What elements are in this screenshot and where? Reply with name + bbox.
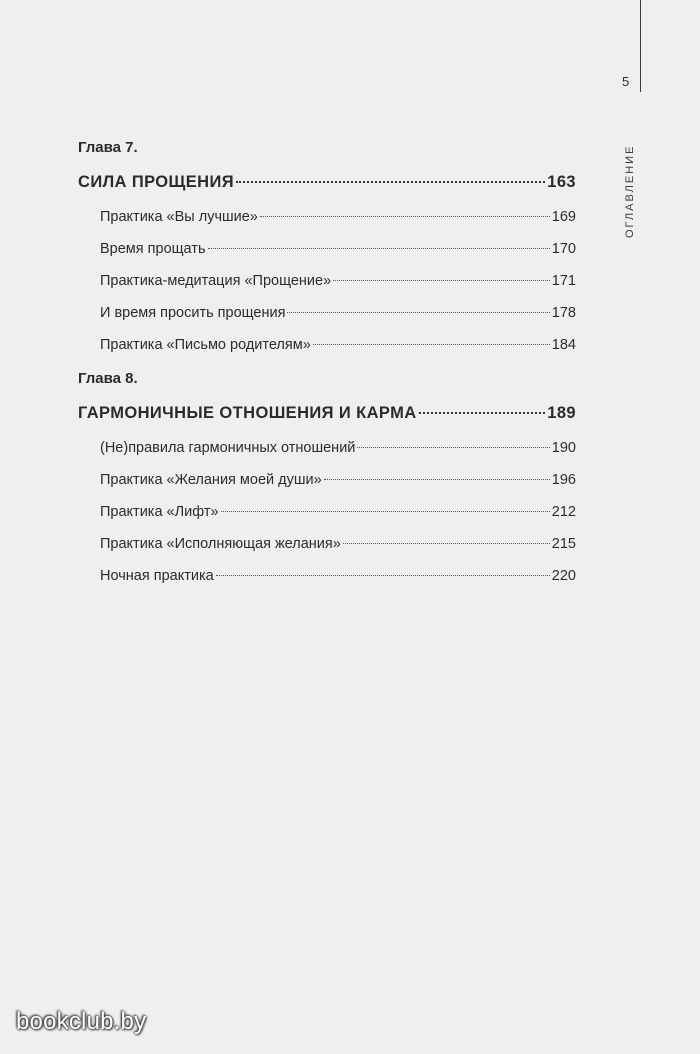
entry-page: 215 — [551, 536, 576, 552]
chapter-label: Глава 8. — [78, 370, 138, 387]
dot-leader — [357, 447, 549, 448]
toc-entry[interactable] — [78, 528, 576, 560]
dot-leader — [236, 181, 545, 183]
dot-leader — [333, 280, 550, 281]
entry-title: (Не)правила гармоничных отношений — [100, 440, 356, 456]
dot-leader — [287, 312, 549, 313]
entry-page: 184 — [551, 337, 576, 353]
toc-entry[interactable] — [78, 496, 576, 528]
dot-leader — [419, 412, 546, 414]
dot-leader — [208, 248, 550, 249]
entry-title: Практика «Лифт» — [100, 504, 219, 520]
chapter-page: 163 — [547, 173, 576, 191]
entry-title: Практика «Исполняющая желания» — [100, 536, 341, 552]
dot-leader — [216, 575, 550, 576]
entry-title: Практика-медитация «Прощение» — [100, 273, 332, 289]
dot-leader — [221, 511, 550, 512]
table-of-contents — [78, 138, 576, 592]
toc-entry[interactable] — [78, 464, 576, 496]
entry-page: 170 — [551, 241, 576, 257]
entry-title: Практика «Письмо родителям» — [100, 337, 311, 353]
dot-leader — [343, 543, 550, 544]
chapter-title: СИЛА ПРОЩЕНИЯ — [78, 173, 234, 191]
entry-title: Практика «Желания моей души» — [100, 472, 322, 488]
chapter-label: Глава 7. — [78, 139, 138, 156]
toc-entry[interactable] — [78, 432, 576, 464]
entry-title: Время прощать — [100, 241, 206, 257]
page-edge-rule — [640, 0, 641, 92]
toc-entry[interactable] — [78, 560, 576, 592]
entry-page: 171 — [551, 273, 576, 289]
dot-leader — [324, 479, 550, 480]
chapter-page: 189 — [547, 404, 576, 422]
entry-page: 190 — [551, 440, 576, 456]
toc-entry[interactable] — [78, 265, 576, 297]
entry-title: Ночная практика — [100, 568, 214, 584]
dot-leader — [260, 216, 550, 217]
page-number: 5 — [622, 74, 630, 89]
toc-entry[interactable] — [78, 233, 576, 265]
chapter-title-row[interactable] — [78, 401, 576, 425]
entry-page: 212 — [551, 504, 576, 520]
toc-entry[interactable] — [78, 201, 576, 233]
entry-title: Практика «Вы лучшие» — [100, 209, 258, 225]
entry-page: 220 — [551, 568, 576, 584]
running-title: ОГЛАВЛЕНИЕ — [624, 144, 636, 238]
toc-entry[interactable] — [78, 329, 576, 361]
entry-page: 178 — [551, 305, 576, 321]
entry-page: 169 — [551, 209, 576, 225]
toc-entry[interactable] — [78, 297, 576, 329]
watermark: bookclub.by — [16, 1008, 147, 1035]
entry-title: И время просить прощения — [100, 305, 286, 321]
dot-leader — [313, 344, 550, 345]
chapter-title: ГАРМОНИЧНЫЕ ОТНОШЕНИЯ И КАРМА — [78, 404, 417, 422]
chapter-title-row[interactable] — [78, 170, 576, 194]
chapter-spacer — [78, 361, 576, 369]
entry-page: 196 — [551, 472, 576, 488]
